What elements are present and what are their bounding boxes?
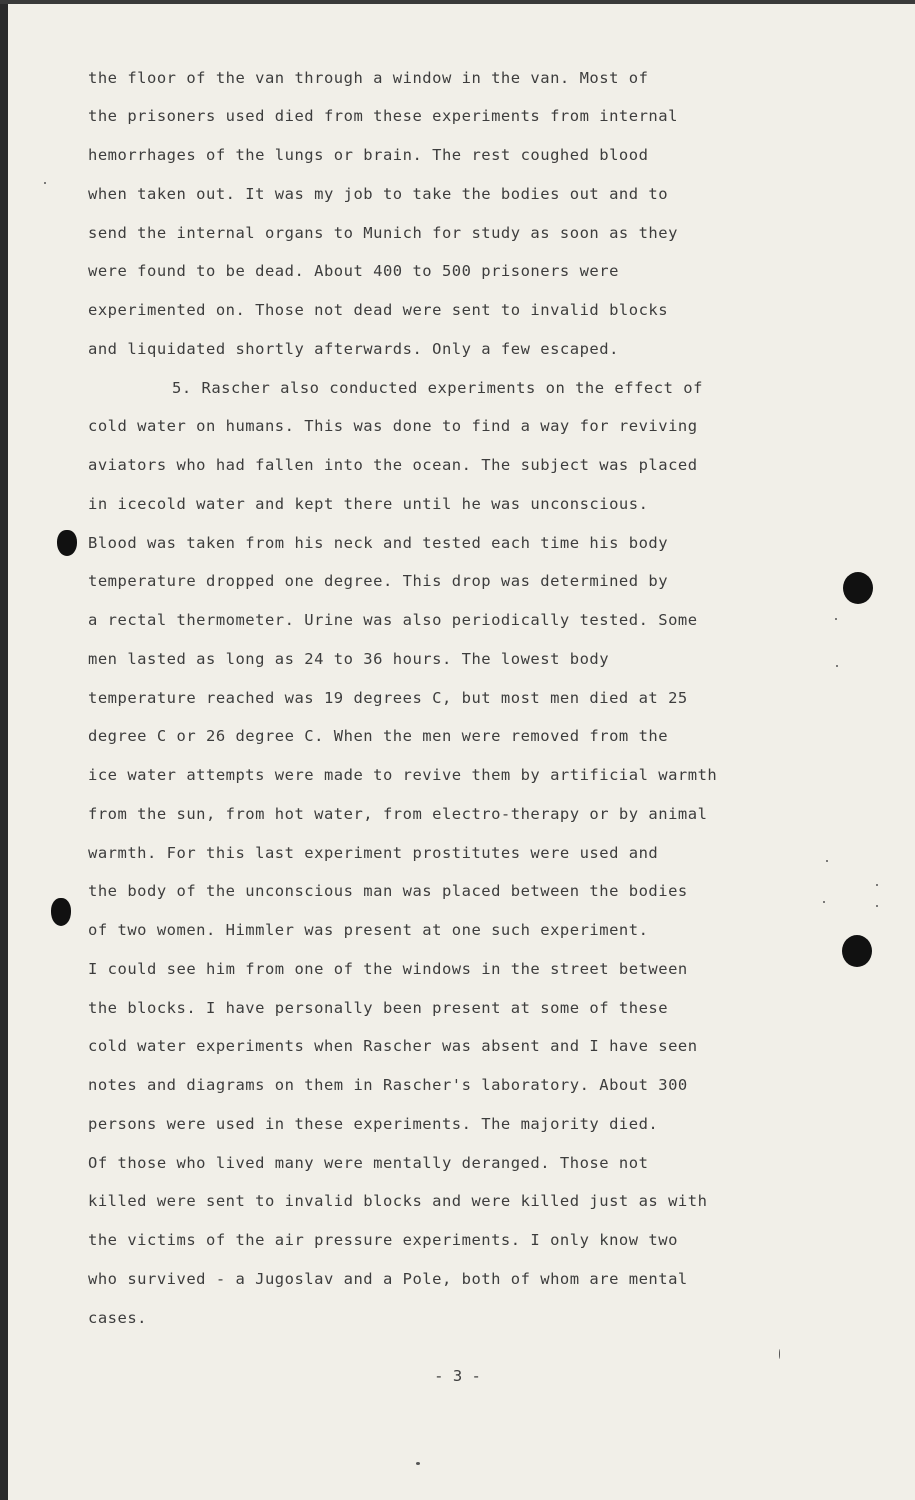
text-line: hemorrhages of the lungs or brain. The rest coughed blood	[88, 146, 649, 164]
text-line: when taken out. It was my job to take the bodies out and to	[88, 185, 669, 203]
text-line: men lasted as long as 24 to 36 hours. The lowest body	[88, 650, 610, 668]
scan-speck	[876, 905, 878, 907]
text-line: experimented on. Those not dead were sent to invalid blocks	[88, 301, 669, 319]
punch-hole-icon	[51, 898, 71, 926]
text-line: persons were used in these experiments. The majority died.	[88, 1115, 659, 1133]
text-line: the body of the unconscious man was placed between the bodies	[88, 882, 688, 900]
text-line: cold water experiments when Rascher was absent and I have seen	[88, 1037, 698, 1055]
text-line: in icecold water and kept there until he was unconscious.	[88, 495, 649, 513]
punch-hole-icon	[843, 572, 873, 604]
scan-speck	[835, 618, 837, 620]
text-line: cold water on humans. This was done to find a way for reviving	[88, 417, 698, 435]
text-line: cases.	[88, 1309, 147, 1327]
text-line: temperature dropped one degree. This drop was determined by	[88, 572, 669, 590]
text-line: aviators who had fallen into the ocean. The subject was placed	[88, 456, 698, 474]
scan-speck	[44, 182, 46, 184]
page-number: - 3 -	[434, 1367, 481, 1385]
punch-hole-icon	[57, 530, 77, 556]
scan-speck	[876, 884, 878, 886]
text-line: the prisoners used died from these experiments from internal	[88, 107, 678, 125]
text-line: were found to be dead. About 400 to 500 prisoners were	[88, 262, 619, 280]
text-line: Of those who lived many were mentally deranged. Those not	[88, 1154, 649, 1172]
text-line: and liquidated shortly afterwards. Only a few escaped.	[88, 340, 619, 358]
text-line: killed were sent to invalid blocks and were killed just as with	[88, 1192, 708, 1210]
scan-speck	[416, 1462, 420, 1465]
text-line: temperature reached was 19 degrees C, but most men died at 25	[88, 689, 688, 707]
text-line: I could see him from one of the windows in the street between	[88, 960, 688, 978]
text-line: warmth. For this last experiment prostitutes were used and	[88, 844, 659, 862]
punch-hole-icon	[842, 935, 872, 967]
text-line: send the internal organs to Munich for study as soon as they	[88, 224, 678, 242]
text-line: of two women. Himmler was present at one such experiment.	[88, 921, 649, 939]
paragraph-5-start: 5. Rascher also conducted experiments on the effect of	[172, 379, 703, 397]
scan-speck	[836, 665, 838, 667]
text-line: a rectal thermometer. Urine was also periodically tested. Some	[88, 611, 698, 629]
text-line: from the sun, from hot water, from electro-therapy or by animal	[88, 805, 708, 823]
text-line: the floor of the van through a window in the van. Most of	[88, 69, 649, 87]
scan-speck	[823, 901, 825, 903]
text-line: notes and diagrams on them in Rascher's laboratory. About 300	[88, 1076, 688, 1094]
text-line: who survived - a Jugoslav and a Pole, both of whom are mental	[88, 1270, 688, 1288]
text-line: the blocks. I have personally been present at some of these	[88, 999, 669, 1017]
text-line: Blood was taken from his neck and tested each time his body	[88, 534, 669, 552]
scan-border-left	[0, 0, 8, 1500]
text-line: degree C or 26 degree C. When the men were removed from the	[88, 727, 669, 745]
scan-speck	[826, 860, 828, 862]
text-line: ice water attempts were made to revive them by artificial warmth	[88, 766, 718, 784]
text-line: the victims of the air pressure experiments. I only know two	[88, 1231, 678, 1249]
scan-speck	[779, 1349, 780, 1359]
